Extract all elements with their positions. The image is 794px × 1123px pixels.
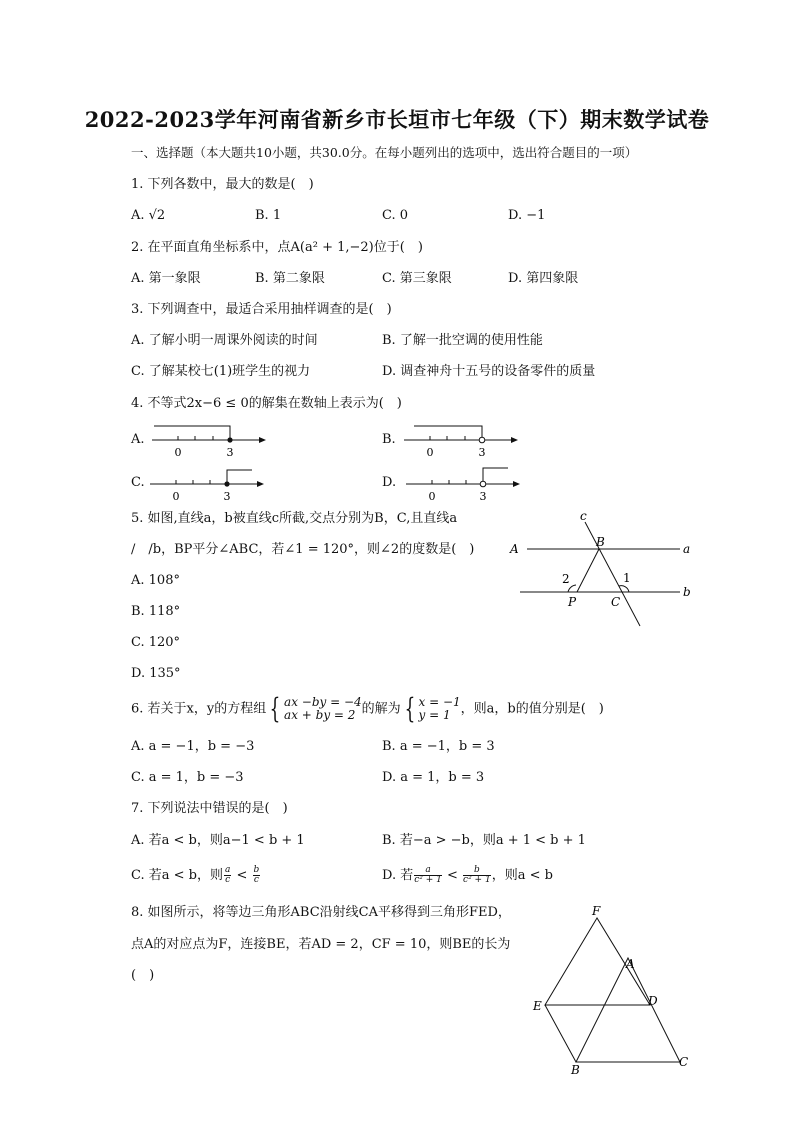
q7-c-frac-1 — [224, 866, 231, 885]
q3-stem: 3. 下列调查中，最适合采用抽样调查的是( ) — [131, 302, 392, 317]
q8-stem-line3: ( ) — [131, 968, 155, 983]
tick-label: 0 — [174, 446, 182, 459]
q6-solution — [419, 696, 461, 722]
q3-option-b: B. 了解一批空调的使用性能 — [382, 333, 543, 348]
q1-option-b: B. 1 — [255, 208, 282, 223]
label-A: A — [510, 542, 519, 556]
label-angle-1: 1 — [623, 571, 631, 585]
q4-numberline-c — [148, 464, 268, 504]
label-F: F — [592, 904, 601, 918]
numerator: b — [463, 866, 491, 876]
q1-option-d: D. −1 — [508, 208, 546, 223]
q1-stem: 1. 下列各数中，最大的数是( ) — [131, 177, 314, 192]
label-A: A — [626, 957, 635, 971]
q7-option-a: A. 若a < b，则a−1 < b + 1 — [131, 833, 305, 848]
q2-option-d: D. 第四象限 — [508, 271, 579, 286]
tick-label: 0 — [172, 490, 180, 503]
q1-option-a: A. √2 — [131, 208, 166, 223]
q7-option-c — [131, 864, 261, 888]
q5-stem-line2: / /b，BP平分∠ABC，若∠1 = 120°，则∠2的度数是( ) — [131, 542, 475, 557]
q4-option-d: D. — [382, 475, 397, 490]
tick-label: 3 — [223, 490, 231, 503]
q5-option-c: C. 120° — [131, 635, 181, 650]
q5-option-b: B. 118° — [131, 604, 181, 619]
numerator: b — [253, 865, 260, 875]
q5-figure-parallel-lines — [505, 508, 705, 633]
q6-option-b: B. a = −1，b = 3 — [382, 739, 495, 754]
label-C: C — [611, 595, 621, 609]
q7-stem: 7. 下列说法中错误的是( ) — [131, 801, 288, 816]
q6-brace-2: { — [404, 692, 415, 725]
denominator: c — [253, 875, 259, 885]
page-title: 2022-2023学年河南省新乡市长垣市七年级（下）期末数学试卷 — [84, 107, 710, 132]
q5-option-a: A. 108° — [131, 573, 180, 588]
q3-option-d: D. 调查神舟十五号的设备零件的质量 — [382, 364, 596, 379]
q6-sol2: y = 1 — [418, 708, 451, 722]
q2-option-c: C. 第三象限 — [382, 271, 452, 286]
numerator: a — [414, 866, 442, 876]
q6-eq1: ax −by = −4 — [284, 695, 362, 709]
tick-label: 3 — [226, 446, 234, 459]
tick-label: 0 — [426, 446, 434, 459]
label-c: c — [580, 509, 587, 523]
label-B: B — [571, 1063, 580, 1077]
label-a: a — [683, 542, 691, 556]
q6-stem-post: ，则a，b的值分别是( ) — [460, 701, 604, 717]
less-than: < — [232, 868, 252, 883]
q7-d-post: ，则a < b — [491, 868, 553, 883]
q2-stem: 2. 在平面直角坐标系中，点A(a² + 1,−2)位于( ) — [131, 240, 423, 255]
tick-label: 3 — [479, 490, 487, 503]
label-b: b — [683, 585, 691, 599]
q4-option-b: B. — [382, 432, 396, 447]
q6-stem-pre: 6. 若关于x，y的方程组 — [131, 701, 267, 717]
section-heading: 一、选择题（本大题共10小题，共30.0分。在每小题列出的选项中，选出符合题目的一项） — [131, 145, 638, 160]
q4-numberline-b — [402, 420, 522, 460]
q4-option-c: C. — [131, 475, 145, 490]
q1-option-c: C. 0 — [382, 208, 409, 223]
denominator: c² + 1 — [463, 875, 491, 885]
label-angle-2: 2 — [562, 572, 570, 586]
tick-label: 3 — [478, 446, 486, 459]
q6-stem-mid: 的解为 — [361, 701, 401, 717]
q5-option-d: D. 135° — [131, 666, 181, 681]
q6-sol1: x = −1 — [418, 695, 461, 709]
q7-d-pre: D. 若 — [382, 868, 414, 883]
tick-label: 0 — [428, 490, 436, 503]
less-than: < — [442, 868, 463, 883]
label-D: D — [648, 994, 658, 1008]
q4-stem: 4. 不等式2x−6 ≤ 0的解集在数轴上表示为( ) — [131, 396, 402, 411]
q5-stem-line1: 5. 如图,直线a，b被直线c所截,交点分别为B，C,且直线a — [131, 511, 458, 526]
denominator: c² + 1 — [414, 875, 442, 885]
q7-c-pre: C. 若a < b，则 — [131, 868, 223, 883]
q7-option-d — [382, 864, 553, 888]
q6-option-d: D. a = 1，b = 3 — [382, 770, 485, 785]
q6-eq2: ax + by = 2 — [284, 708, 356, 722]
q3-option-c: C. 了解某校七(1)班学生的视力 — [131, 364, 311, 379]
q8-stem-line2: 点A的对应点为F，连接BE，若AD = 2，CF = 10，则BE的长为 — [131, 937, 511, 952]
q6-system — [284, 696, 362, 722]
q7-option-b: B. 若−a > −b，则a + 1 < b + 1 — [382, 833, 586, 848]
q6-stem — [131, 692, 604, 725]
label-B: B — [596, 535, 605, 549]
q4-numberline-a — [150, 420, 270, 460]
q2-option-a: A. 第一象限 — [131, 271, 201, 286]
q2-option-b: B. 第二象限 — [255, 271, 325, 286]
label-P: P — [568, 595, 577, 609]
q7-d-frac-1 — [414, 866, 442, 885]
q8-figure-triangles — [528, 900, 698, 1080]
q6-option-a: A. a = −1，b = −3 — [131, 739, 255, 754]
q8-stem-line1: 8. 如图所示，将等边三角形ABC沿射线CA平移得到三角形FED， — [131, 905, 511, 920]
q4-option-a: A. — [131, 432, 145, 447]
q7-c-frac-2 — [253, 866, 261, 885]
numerator: a — [224, 865, 231, 875]
q3-option-a: A. 了解小明一周课外阅读的时间 — [131, 333, 318, 348]
q6-brace-1: { — [269, 692, 281, 725]
label-E: E — [533, 999, 542, 1013]
q6-option-c: C. a = 1，b = −3 — [131, 770, 244, 785]
q4-numberline-d — [404, 464, 524, 504]
denominator: c — [225, 875, 231, 885]
label-C: C — [679, 1055, 689, 1069]
q7-d-frac-2 — [463, 866, 491, 885]
